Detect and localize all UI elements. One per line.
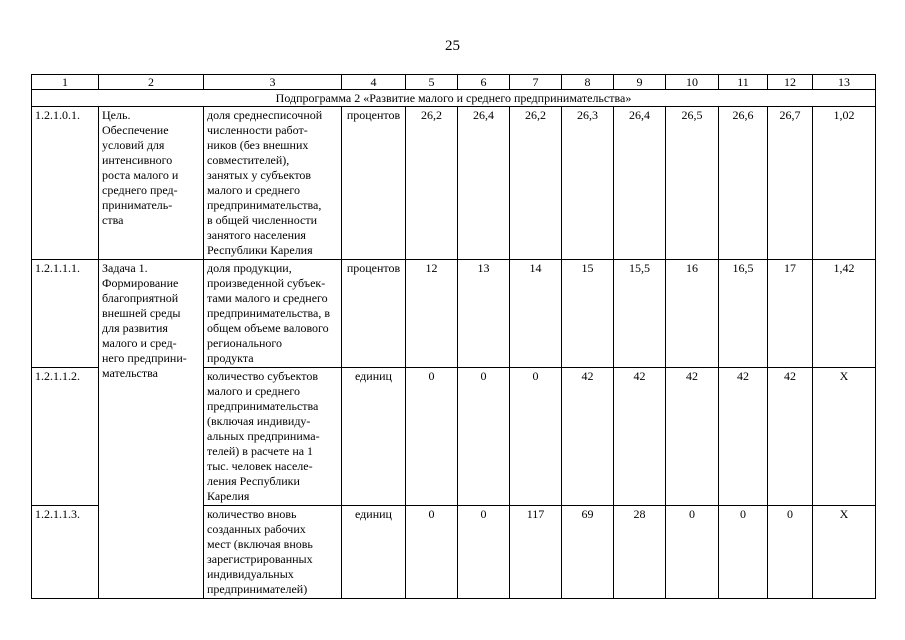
text-line: совместителей), xyxy=(207,153,290,167)
value-cell: 69 xyxy=(562,506,614,599)
indicator-cell xyxy=(204,506,342,599)
unit-cell: процентов xyxy=(342,107,406,260)
value-cell: 26,7 xyxy=(768,107,813,260)
value-cell: 13 xyxy=(458,260,510,368)
text-line: (включая индивиду- xyxy=(207,414,311,428)
value-cell: 17 xyxy=(768,260,813,368)
value-cell: 26,2 xyxy=(406,107,458,260)
text-line: малого и среднего xyxy=(207,183,300,197)
indicators-table xyxy=(31,74,876,599)
unit-cell: процентов xyxy=(342,260,406,368)
value-cell: 0 xyxy=(719,506,768,599)
value-cell: 0 xyxy=(666,506,719,599)
text-line: условий для xyxy=(102,138,165,152)
column-number: 2 xyxy=(99,75,204,90)
indicator-cell xyxy=(204,107,342,260)
goal-cell xyxy=(99,107,204,260)
value-cell: 26,2 xyxy=(510,107,562,260)
text-line: произведенной субъек- xyxy=(207,276,326,290)
column-number: 6 xyxy=(458,75,510,90)
text-line: него предприни- xyxy=(102,351,187,365)
value-cell: X xyxy=(813,368,876,506)
value-cell: 16,5 xyxy=(719,260,768,368)
text-line: занятых у субъектов xyxy=(207,168,312,182)
text-line: Обеспечение xyxy=(102,123,169,137)
indicator-cell xyxy=(204,368,342,506)
text-line: предпринимательства xyxy=(207,399,319,413)
subprogram-title: Подпрограмма 2 «Развитие малого и среднего предпринимательства» xyxy=(32,90,876,107)
column-number: 1 xyxy=(32,75,99,90)
text-line: количество вновь xyxy=(207,507,297,521)
text-line: доля среднесписочной xyxy=(207,108,323,122)
text-line: зарегистрированных xyxy=(207,552,313,566)
text-line: среднего пред- xyxy=(102,183,178,197)
text-line: интенсивного xyxy=(102,153,173,167)
value-cell: 0 xyxy=(406,506,458,599)
text-line: ления Республики xyxy=(207,474,300,488)
text-line: для развития xyxy=(102,321,168,335)
value-cell: 1,02 xyxy=(813,107,876,260)
text-line: Цель. xyxy=(102,108,131,122)
value-cell: 16 xyxy=(666,260,719,368)
row-code: 1.2.1.1.2. xyxy=(32,368,99,506)
text-line: роста малого и xyxy=(102,168,179,182)
text-line: предпринимательства, xyxy=(207,198,322,212)
value-cell: 15,5 xyxy=(614,260,666,368)
value-cell: 0 xyxy=(458,368,510,506)
text-line: мест (включая вновь xyxy=(207,537,313,551)
text-line: альных предпринима- xyxy=(207,429,320,443)
subprogram-row xyxy=(32,90,876,107)
text-line: занятого населения xyxy=(207,228,306,242)
text-line: количество субъектов xyxy=(207,369,319,383)
value-cell: 42 xyxy=(562,368,614,506)
value-cell: 12 xyxy=(406,260,458,368)
row-code: 1.2.1.1.3. xyxy=(32,506,99,599)
text-line: внешней среды xyxy=(102,306,181,320)
value-cell: X xyxy=(813,506,876,599)
value-cell: 28 xyxy=(614,506,666,599)
text-line: Формирование xyxy=(102,276,179,290)
text-line: тами малого и среднего xyxy=(207,291,328,305)
value-cell: 26,3 xyxy=(562,107,614,260)
page-number: 25 xyxy=(445,38,460,54)
text-line: продукта xyxy=(207,351,254,365)
text-line: ников (без внешних xyxy=(207,138,309,152)
column-number-row xyxy=(32,75,876,90)
text-line: в общей численности xyxy=(207,213,317,227)
value-cell: 14 xyxy=(510,260,562,368)
text-line: индивидуальных xyxy=(207,567,294,581)
text-line: общем объеме валового xyxy=(207,321,329,335)
table-row xyxy=(32,260,876,368)
text-line: Республики Карелия xyxy=(207,243,313,257)
text-line: регионального xyxy=(207,336,283,350)
column-number: 5 xyxy=(406,75,458,90)
column-number: 10 xyxy=(666,75,719,90)
column-number: 4 xyxy=(342,75,406,90)
value-cell: 15 xyxy=(562,260,614,368)
text-line: приниматель- xyxy=(102,198,173,212)
text-line: Задача 1. xyxy=(102,261,148,275)
indicator-cell xyxy=(204,260,342,368)
column-number: 7 xyxy=(510,75,562,90)
text-line: малого и сред- xyxy=(102,336,177,350)
text-line: благоприятной xyxy=(102,291,179,305)
column-number: 12 xyxy=(768,75,813,90)
column-number: 8 xyxy=(562,75,614,90)
value-cell: 26,4 xyxy=(458,107,510,260)
task-cell xyxy=(99,260,204,599)
value-cell: 42 xyxy=(666,368,719,506)
value-cell: 117 xyxy=(510,506,562,599)
value-cell: 26,5 xyxy=(666,107,719,260)
text-line: малого и среднего xyxy=(207,384,300,398)
text-line: доля продукции, xyxy=(207,261,292,275)
column-number: 13 xyxy=(813,75,876,90)
text-line: телей) в расчете на 1 xyxy=(207,444,314,458)
text-line: мательства xyxy=(102,366,158,380)
table-row xyxy=(32,107,876,260)
text-line: предпринимателей) xyxy=(207,582,308,596)
text-line: предпринимательства, в xyxy=(207,306,331,320)
row-code: 1.2.1.1.1. xyxy=(32,260,99,368)
value-cell: 42 xyxy=(614,368,666,506)
value-cell: 42 xyxy=(768,368,813,506)
unit-cell: единиц xyxy=(342,368,406,506)
value-cell: 0 xyxy=(510,368,562,506)
column-number: 9 xyxy=(614,75,666,90)
row-code: 1.2.1.0.1. xyxy=(32,107,99,260)
unit-cell: единиц xyxy=(342,506,406,599)
column-number: 3 xyxy=(204,75,342,90)
value-cell: 0 xyxy=(458,506,510,599)
value-cell: 1,42 xyxy=(813,260,876,368)
text-line: созданных рабочих xyxy=(207,522,306,536)
value-cell: 42 xyxy=(719,368,768,506)
text-line: тыс. человек населе- xyxy=(207,459,313,473)
text-line: Карелия xyxy=(207,489,250,503)
value-cell: 26,4 xyxy=(614,107,666,260)
text-line: ства xyxy=(102,213,124,227)
value-cell: 0 xyxy=(768,506,813,599)
value-cell: 0 xyxy=(406,368,458,506)
column-number: 11 xyxy=(719,75,768,90)
value-cell: 26,6 xyxy=(719,107,768,260)
text-line: численности работ- xyxy=(207,123,308,137)
